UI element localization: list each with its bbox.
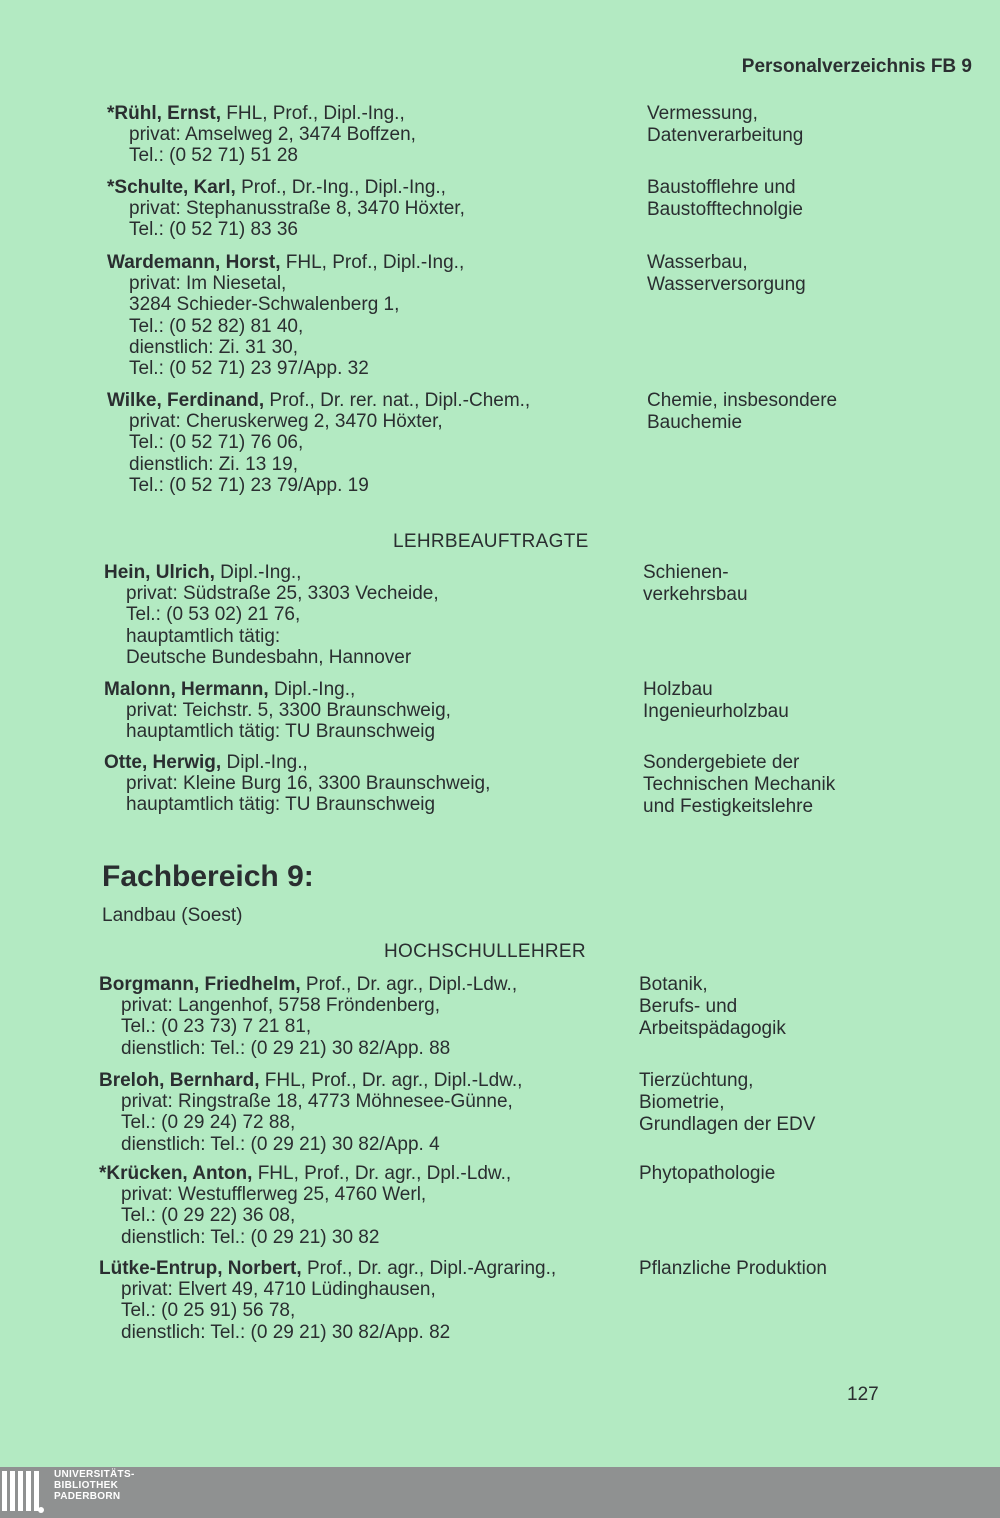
person-name: *Rühl, Ernst, (107, 103, 222, 124)
person-entry (99, 1163, 659, 1248)
person-entry (104, 752, 664, 816)
library-logo-icon (2, 1471, 39, 1511)
library-name-line: PADERBORN (54, 1491, 121, 1502)
section-heading-hochschullehrer: HOCHSCHULLEHRER (384, 941, 586, 962)
person-name-line (107, 390, 667, 411)
subject-line: Sondergebiete der (643, 752, 800, 773)
subject-line: Schienen- (643, 562, 729, 583)
subject-line: Grundlagen der EDV (639, 1114, 816, 1135)
person-name-line (99, 974, 659, 995)
person-name-line (107, 177, 667, 198)
subject-line: Pflanzliche Produktion (639, 1258, 827, 1279)
person-title: Prof., Dr. rer. nat., Dipl.-Chem., (264, 390, 531, 411)
person-title: FHL, Prof., Dipl.-Ing., (280, 252, 465, 273)
person-title: Dipl.-Ing., (268, 679, 356, 700)
subject-area (639, 974, 969, 1040)
contact-line: privat: Teichstr. 5, 3300 Braunschweig, (126, 700, 451, 722)
person-name: Breloh, Bernhard, (99, 1070, 260, 1091)
person-name-line (107, 252, 667, 273)
person-title: Dipl.-Ing., (214, 562, 302, 583)
contact-line: privat: Kleine Burg 16, 3300 Braunschweig, (126, 773, 491, 795)
person-name-line (99, 1070, 659, 1091)
person-entry (107, 103, 667, 167)
contact-line: Tel.: (0 29 24) 72 88, (121, 1112, 296, 1134)
person-name: *Schulte, Karl, (107, 177, 236, 198)
subject-line: Holzbau (643, 679, 713, 700)
subject-line: Baustofftechnolgie (647, 199, 803, 220)
subject-line: Wasserbau, (647, 252, 748, 273)
library-footer-bar (0, 1467, 1000, 1518)
subject-area (639, 1163, 969, 1185)
library-name (54, 1469, 135, 1502)
contact-line: Tel.: (0 53 02) 21 76, (126, 604, 301, 626)
person-title: FHL, Prof., Dr. agr., Dipl.-Ldw., (259, 1070, 523, 1091)
person-name: Wardemann, Horst, (107, 252, 281, 273)
contact-line: dienstlich: Tel.: (0 29 21) 30 82/App. 88 (121, 1037, 451, 1059)
person-title: Prof., Dr.-Ing., Dipl.-Ing., (235, 177, 446, 198)
subject-area (639, 1258, 969, 1280)
contact-line: privat: Cheruskerweg 2, 3470 Höxter, (129, 411, 443, 433)
person-name-line (99, 1258, 659, 1279)
contact-line: dienstlich: Zi. 13 19, (129, 453, 298, 475)
fachbereich-title: Fachbereich 9: (102, 860, 314, 893)
contact-line: privat: Südstraße 25, 3303 Vecheide, (126, 583, 439, 605)
contact-line: Tel.: (0 52 82) 81 40, (129, 315, 304, 337)
person-name: Otte, Herwig, (104, 752, 222, 773)
person-name: Malonn, Hermann, (104, 679, 269, 700)
contact-line: Tel.: (0 52 71) 83 36 (129, 219, 298, 241)
subject-area (643, 679, 973, 723)
person-name: Lütke-Entrup, Norbert, (99, 1258, 302, 1279)
subject-line: verkehrsbau (643, 584, 748, 605)
person-name-line (104, 752, 664, 773)
person-title: Dipl.-Ing., (221, 752, 308, 773)
contact-line: dienstlich: Tel.: (0 29 21) 30 82/App. 4 (121, 1133, 440, 1155)
person-title: FHL, Prof., Dr. agr., Dpl.-Ldw., (252, 1163, 512, 1184)
contact-line: dienstlich: Tel.: (0 29 21) 30 82/App. 82 (121, 1321, 451, 1343)
person-name-line (107, 103, 667, 124)
subject-line: Technischen Mechanik (643, 774, 836, 795)
contact-line: privat: Ringstraße 18, 4773 Möhnesee-Günne, (121, 1091, 513, 1113)
contact-line: privat: Im Niesetal, (129, 273, 287, 295)
contact-line: Tel.: (0 25 91) 56 78, (121, 1300, 296, 1322)
contact-line: dienstlich: Tel.: (0 29 21) 30 82 (121, 1226, 380, 1248)
subject-area (647, 177, 977, 221)
contact-line: hauptamtlich tätig: (126, 625, 281, 647)
running-header: Personalverzeichnis FB 9 (741, 56, 972, 77)
person-entry (99, 974, 659, 1059)
subject-area (643, 752, 973, 818)
subject-area (639, 1070, 969, 1136)
subject-line: Berufs- und (639, 996, 738, 1017)
person-title: Prof., Dr. agr., Dipl.-Ldw., (300, 974, 518, 995)
contact-line: hauptamtlich tätig: TU Braunschweig (126, 794, 436, 816)
subject-line: Vermessung, (647, 103, 758, 124)
subject-line: Ingenieurholzbau (643, 701, 789, 722)
person-entry (104, 562, 664, 668)
contact-line: dienstlich: Zi. 31 30, (129, 336, 298, 358)
contact-line: Tel.: (0 52 71) 76 06, (129, 432, 304, 454)
fachbereich-subtitle: Landbau (Soest) (102, 905, 243, 926)
contact-line: privat: Langenhof, 5758 Fröndenberg, (121, 995, 441, 1017)
person-entry (107, 252, 667, 379)
subject-area (647, 103, 977, 147)
person-entry (107, 390, 667, 496)
subject-line: Baustofflehre und (647, 177, 796, 198)
person-name: Wilke, Ferdinand, (107, 390, 265, 411)
person-title: Prof., Dr. agr., Dipl.-Agraring., (301, 1258, 557, 1279)
person-name: *Krücken, Anton, (99, 1163, 253, 1184)
person-name: Hein, Ulrich, (104, 562, 215, 583)
subject-area (647, 390, 977, 434)
person-entry (99, 1070, 659, 1155)
subject-line: Arbeitspädagogik (639, 1018, 786, 1039)
logo-dot (38, 1507, 44, 1513)
contact-line: Deutsche Bundesbahn, Hannover (126, 646, 412, 668)
contact-line: Tel.: (0 52 71) 51 28 (129, 145, 298, 167)
contact-line: Tel.: (0 52 71) 23 97/App. 32 (129, 358, 369, 380)
person-entry (104, 679, 664, 743)
contact-line: privat: Westufflerweg 25, 4760 Werl, (121, 1184, 427, 1206)
person-entry (107, 177, 667, 241)
contact-line: privat: Amselweg 2, 3474 Boffzen, (129, 124, 416, 146)
contact-line: privat: Elvert 49, 4710 Lüdinghausen, (121, 1279, 436, 1301)
contact-line: hauptamtlich tätig: TU Braunschweig (126, 721, 436, 743)
person-name-line (99, 1163, 659, 1184)
subject-area (647, 252, 977, 296)
person-name-line (104, 679, 664, 700)
contact-line: Tel.: (0 23 73) 7 21 81, (121, 1016, 312, 1038)
subject-line: und Festigkeitslehre (643, 796, 814, 817)
subject-line: Phytopathologie (639, 1163, 776, 1184)
subject-line: Datenverarbeitung (647, 125, 804, 146)
person-name: Borgmann, Friedhelm, (99, 974, 301, 995)
subject-area (643, 562, 973, 606)
contact-line: privat: Stephanusstraße 8, 3470 Höxter, (129, 198, 465, 220)
contact-line: Tel.: (0 29 22) 36 08, (121, 1205, 296, 1227)
subject-line: Bauchemie (647, 412, 743, 433)
subject-line: Wasserversorgung (647, 274, 806, 295)
person-entry (99, 1258, 659, 1343)
contact-line: Tel.: (0 52 71) 23 79/App. 19 (129, 474, 369, 496)
subject-line: Botanik, (639, 974, 708, 995)
person-name-line (104, 562, 664, 583)
library-name-line: BIBLIOTHEK (54, 1480, 119, 1491)
library-name-line: UNIVERSITÄTS- (54, 1469, 135, 1480)
contact-line: 3284 Schieder-Schwalenberg 1, (129, 294, 400, 316)
subject-line: Tierzüchtung, (639, 1070, 754, 1091)
page-number: 127 (847, 1384, 879, 1405)
section-heading-lehrbeauftragte: LEHRBEAUFTRAGTE (393, 531, 589, 552)
subject-line: Chemie, insbesondere (647, 390, 838, 411)
person-title: FHL, Prof., Dipl.-Ing., (221, 103, 405, 124)
subject-line: Biometrie, (639, 1092, 725, 1113)
